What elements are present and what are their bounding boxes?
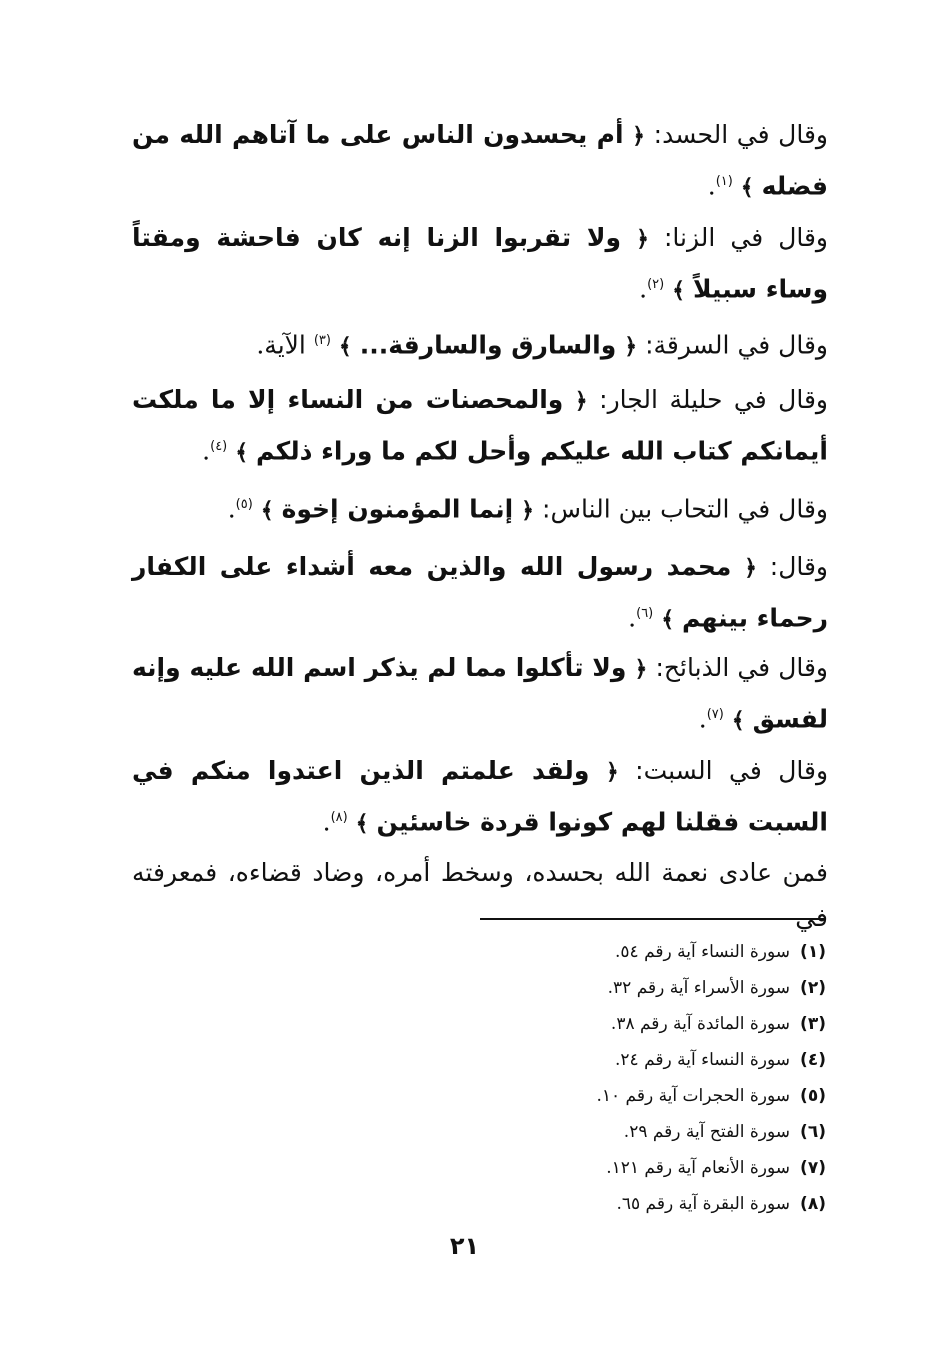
footnote-item [596,1186,826,1222]
footnote-number: (٨) [800,1194,826,1214]
quran-verse: ولا تأكلوا مما لم يذكر اسم الله عليه وإنه لفسق [132,653,828,734]
footnote-text: سورة البقرة آية رقم ٦٥. [616,1194,791,1214]
paragraph-lead: وقال في الزنا: [664,223,828,252]
closing-text: فمن عادى نعمة الله بحسده، وسخط أمره، وضاد قضاءه، فمعرفته في [132,858,828,932]
ornate-bracket-close: ﴾ [338,334,352,360]
quran-verse: ولا تقربوا الزنا إنه كان فاحشة ومقتاً وساء سبيلاً [132,223,828,304]
ornate-bracket-close: ﴾ [235,440,249,466]
paragraph-tail: . [227,494,236,524]
footnote-text: سورة الحجرات آية رقم ١٠. [596,1086,791,1106]
ornate-bracket-close: ﴾ [740,175,754,201]
page-number: ٢١ [449,1232,480,1260]
ornate-bracket-open: ﴿ [634,657,648,682]
footnote-number: (٤) [800,1050,826,1070]
paragraph-tail: . [639,274,648,304]
footnote-item [596,934,826,970]
quran-verse: ولقد علمتم الذين اعتدوا منكم في السبت فقلنا لهم كونوا قردة خاسئين [132,756,828,837]
paragraph-mutual-love [132,482,828,533]
paragraph-sabbath [132,748,828,846]
ornate-bracket-open: ﴿ [636,227,649,252]
paragraph-lead: وقال في السبت: [635,756,829,785]
footnote-ref: (٤) [210,439,228,454]
ornate-bracket-close: ﴾ [260,498,274,524]
footnote-text: سورة النساء آية رقم ٥٤. [615,942,791,962]
footnote-text: سورة النساء آية رقم ٢٤. [615,1050,791,1070]
paragraph-slaughter [132,645,828,743]
ornate-bracket-open: ﴿ [574,389,588,414]
quran-verse: والسارق والسارقة... [359,330,617,360]
ornate-bracket-open: ﴿ [605,760,619,785]
ornate-bracket-open: ﴿ [624,334,638,360]
footnote-item [596,1114,826,1150]
footnote-text: سورة المائدة آية رقم ٣٨. [610,1014,791,1034]
ornate-bracket-open: ﴿ [521,498,535,524]
paragraph-tail: . [628,603,637,633]
ornate-bracket-open: ﴿ [632,124,646,149]
paragraph-tail: . [707,171,716,201]
paragraph-adultery [132,215,828,313]
footnote-number: (٥) [800,1086,826,1106]
quran-verse: محمد رسول الله والذين معه أشداء على الكفار رحماء بينهم [132,552,828,633]
footnote-number: (١) [800,942,826,962]
paragraph-lead: وقال في السرقة: [645,330,828,360]
quran-verse: أم يحسدون الناس على ما آتاهم الله من فضله [132,120,828,201]
footnotes-list [596,934,826,1222]
footnote-item [596,1042,826,1078]
footnote-ref: (٨) [330,810,348,825]
ornate-bracket-close: ﴾ [355,811,369,837]
footnote-number: (٢) [800,978,826,998]
paragraph-tail: . [322,807,331,837]
footnote-number: (٧) [800,1158,826,1178]
ornate-bracket-open: ﴿ [744,556,757,581]
footnote-ref: (٦) [636,606,654,621]
footnote-text: سورة الأنعام آية رقم ١٢١. [606,1158,791,1178]
footnote-ref: (٢) [647,277,665,292]
paragraph-tail: . [698,704,707,734]
ornate-bracket-close: ﴾ [661,607,675,633]
footnote-item [596,970,826,1006]
footnote-divider [480,918,826,920]
footnote-number: (٦) [800,1122,826,1142]
quran-verse: والمحصنات من النساء إلا ما ملكت أيمانكم كتاب الله عليكم وأحل لكم ما وراء ذلكم [132,385,828,466]
paragraph-tail: الآية. [256,330,306,360]
paragraph-envy [132,112,828,210]
quran-verse: إنما المؤمنون إخوة [281,494,514,524]
paragraph-lead: وقال: [769,552,828,581]
paragraph-lead: وقال في الحسد: [653,120,828,149]
ornate-bracket-close: ﴾ [672,278,686,304]
footnote-ref: (٥) [235,497,253,512]
footnote-number: (٣) [800,1014,826,1034]
paragraph-neighbor-wife [132,377,828,475]
ornate-bracket-close: ﴾ [731,708,745,734]
footnote-ref: (٣) [313,333,331,348]
footnote-item [596,1006,826,1042]
paragraph-tail: . [202,436,211,466]
footnote-item [596,1078,826,1114]
paragraph-lead: وقال في حليلة الجار: [599,385,828,414]
footnote-text: سورة الأسراء آية رقم ٣٢. [607,978,791,998]
footnote-text: سورة الفتح آية رقم ٢٩. [623,1122,791,1142]
paragraph-theft [132,318,828,369]
footnote-ref: (٧) [706,707,724,722]
footnote-item [596,1150,826,1186]
paragraph-lead: وقال في التحاب بين الناس: [542,494,828,524]
closing-paragraph [132,850,828,940]
paragraph-muhammad [132,544,828,642]
footnote-ref: (١) [715,174,733,189]
paragraph-lead: وقال في الذبائح: [655,653,829,682]
